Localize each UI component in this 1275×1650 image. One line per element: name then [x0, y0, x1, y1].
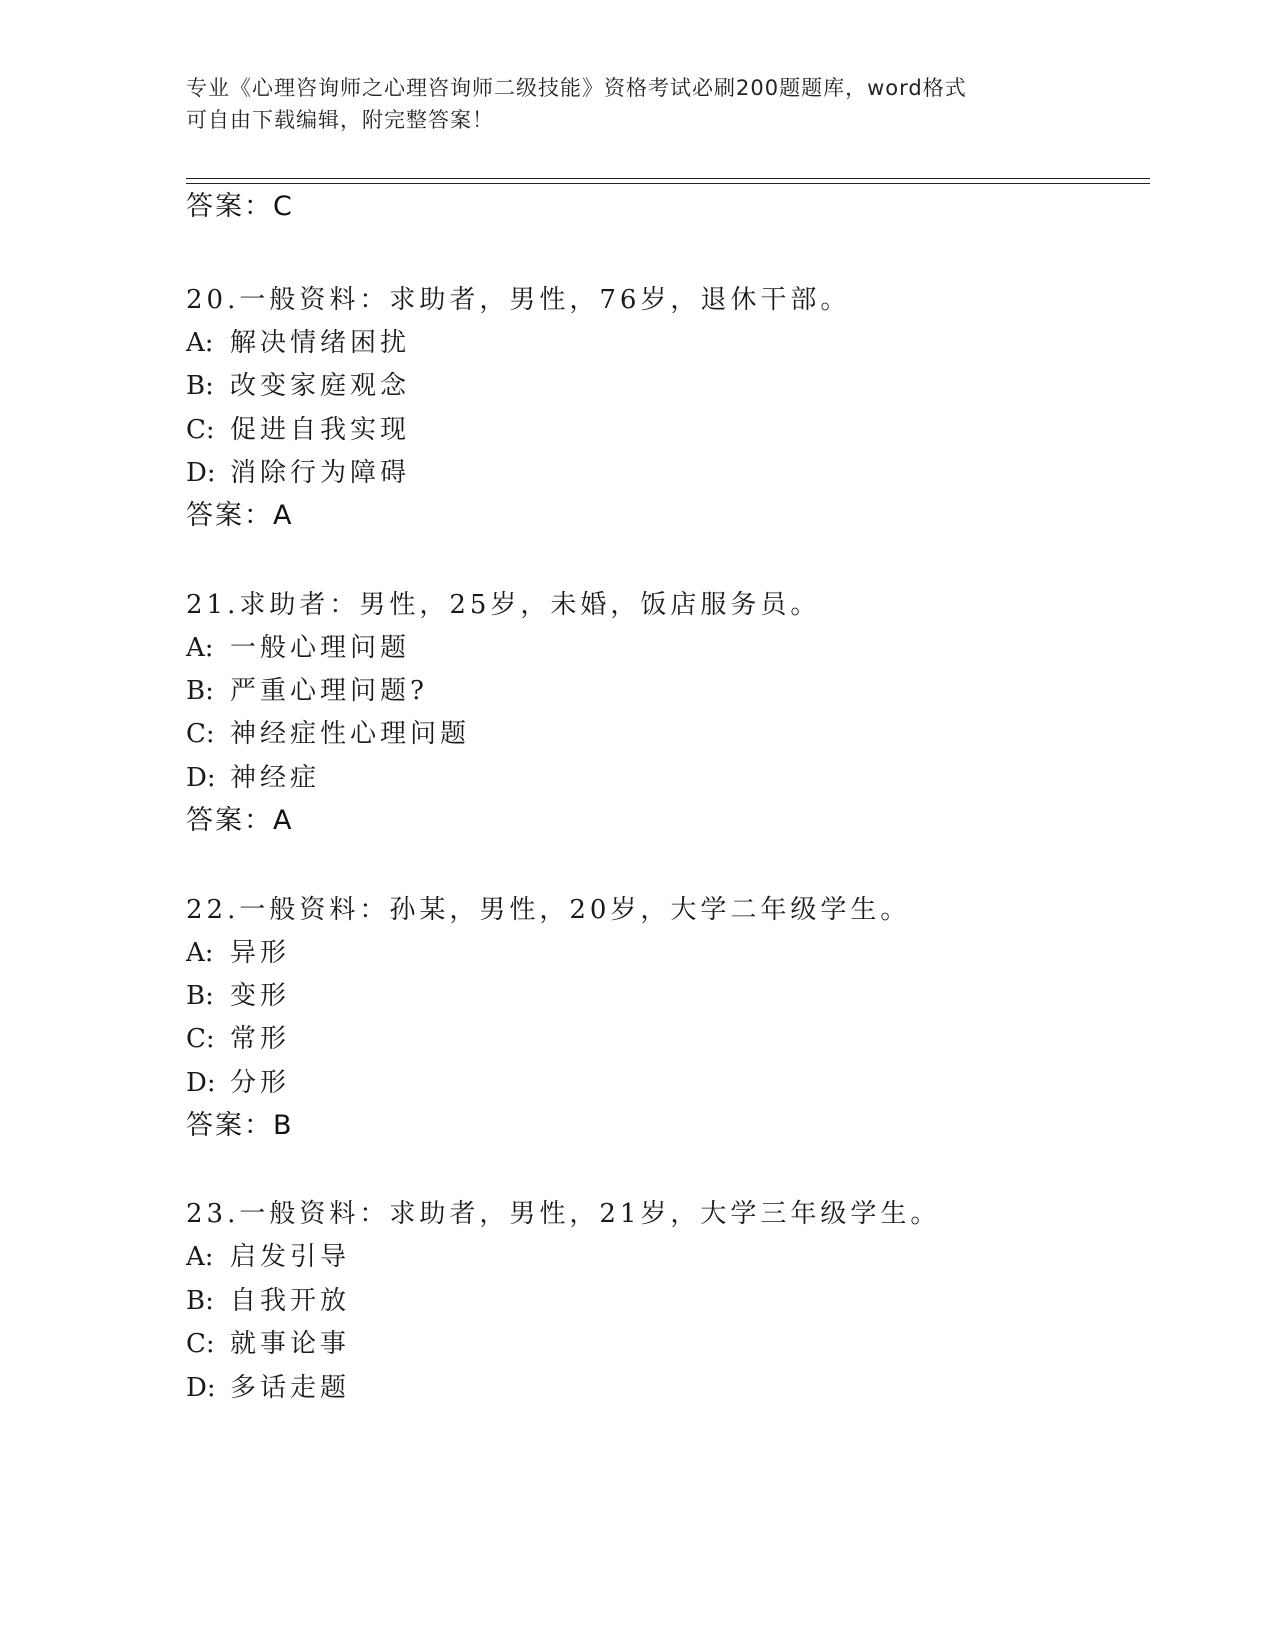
option-letter: C: — [186, 1329, 215, 1359]
header-divider-top — [186, 178, 1150, 179]
option-letter: B: — [186, 676, 214, 706]
option-text: 改变家庭观念 — [230, 371, 411, 401]
question-stem: 23.一般资料：求助者，男性，21岁，大学三年级学生。 — [186, 1199, 941, 1229]
question-stem: 21.求助者：男性，25岁，未婚，饭店服务员。 — [186, 590, 821, 620]
header-title-line-2: 可自由下载编辑，附完整答案！ — [186, 108, 494, 132]
option-text: 一般心理问题 — [230, 633, 411, 663]
question-option — [186, 717, 470, 751]
option-text: 异形 — [230, 938, 291, 968]
question-option — [186, 1066, 290, 1100]
question-option — [186, 979, 290, 1013]
option-text: 多话走题 — [230, 1373, 351, 1403]
question-option — [186, 936, 290, 970]
question-option — [186, 761, 320, 795]
option-text: 变形 — [230, 981, 291, 1011]
question-stem: 22.一般资料：孙某，男性，20岁，大学二年级学生。 — [186, 895, 911, 925]
question-answer: 答案：A — [186, 805, 294, 836]
option-letter: C: — [186, 1024, 215, 1054]
question-option — [186, 369, 410, 403]
option-letter: A: — [186, 328, 214, 358]
option-text: 自我开放 — [230, 1286, 351, 1316]
option-text: 常形 — [230, 1024, 291, 1054]
question-stem: 20.一般资料：求助者，男性，76岁，退休干部。 — [186, 285, 851, 315]
option-text: 就事论事 — [230, 1329, 351, 1359]
question-option — [186, 326, 410, 360]
question-option — [186, 413, 410, 447]
header-divider-bottom — [186, 183, 1150, 184]
question-option — [186, 456, 410, 490]
question-option — [186, 674, 428, 708]
option-letter: B: — [186, 981, 214, 1011]
question-option — [186, 1022, 290, 1056]
question-option — [186, 1371, 350, 1405]
option-text: 严重心理问题? — [230, 676, 428, 706]
option-letter: D: — [186, 1068, 216, 1098]
option-letter: A: — [186, 1242, 214, 1272]
option-text: 消除行为障碍 — [230, 458, 411, 488]
question-option — [186, 631, 410, 665]
option-text: 神经症 — [230, 763, 321, 793]
option-text: 神经症性心理问题 — [230, 719, 471, 749]
option-letter: C: — [186, 719, 215, 749]
option-letter: B: — [186, 1286, 214, 1316]
option-text: 分形 — [230, 1068, 291, 1098]
question-answer: 答案：A — [186, 500, 294, 531]
question-answer: 答案：B — [186, 1110, 294, 1141]
option-letter: A: — [186, 938, 214, 968]
header-title-line-1: 专业《心理咨询师之心理咨询师二级技能》资格考试必刷200题题库，word格式 — [186, 76, 967, 100]
previous-answer: 答案：C — [186, 191, 294, 222]
option-text: 解决情绪困扰 — [230, 328, 411, 358]
option-text: 促进自我实现 — [230, 415, 411, 445]
option-letter: D: — [186, 763, 216, 793]
option-letter: D: — [186, 458, 216, 488]
question-option — [186, 1284, 350, 1318]
option-letter: B: — [186, 371, 214, 401]
option-text: 启发引导 — [230, 1242, 351, 1272]
question-option — [186, 1240, 350, 1274]
option-letter: D: — [186, 1373, 216, 1403]
option-letter: A: — [186, 633, 214, 663]
option-letter: C: — [186, 415, 215, 445]
document-header — [186, 72, 1086, 136]
question-option — [186, 1327, 350, 1361]
